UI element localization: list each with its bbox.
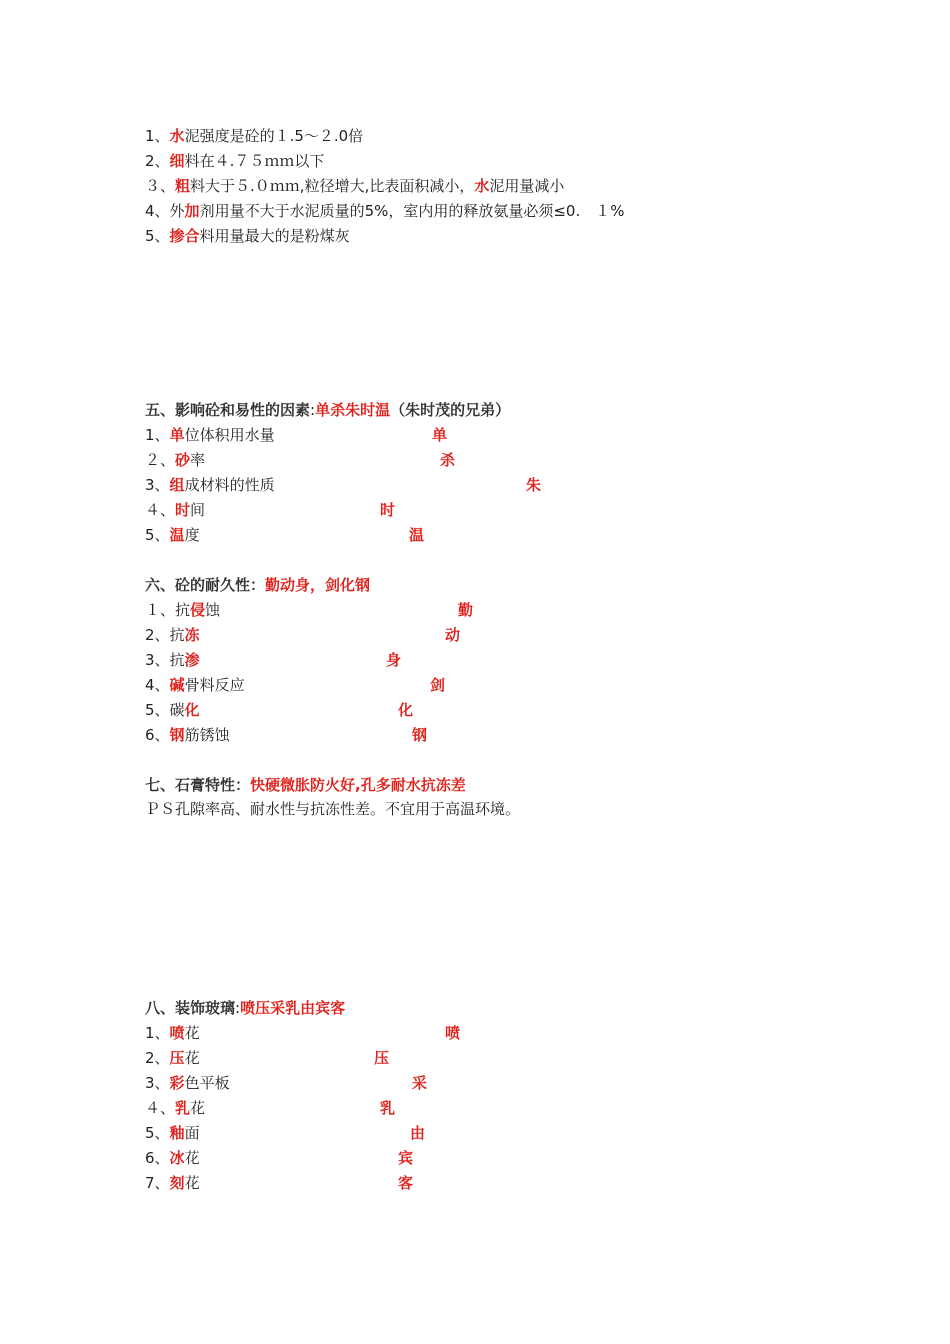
s8-item-7 [145, 1171, 414, 1195]
highlight-char: 彩 [169, 1074, 185, 1092]
s8-item-4 [145, 1096, 396, 1120]
highlight-char: 粗 [175, 177, 191, 195]
s6-item-3 [145, 648, 402, 672]
mnemonic-char: 时 [380, 501, 396, 519]
mnemonic-char: 采 [412, 1074, 428, 1092]
highlight-char: 喷 [169, 1024, 185, 1042]
mnemonic-char: 由 [410, 1124, 426, 1142]
item-number: 5、 [145, 526, 170, 544]
mnemonic-char: 身 [386, 651, 402, 669]
section-title: 六、砼的耐久性： [145, 576, 266, 594]
highlight-char: 刻 [169, 1174, 185, 1192]
mnemonic: 快硬微胀防火好,孔多耐水抗冻差 [250, 776, 466, 794]
highlight-char: 细 [169, 152, 185, 170]
mnemonic-char: 动 [445, 626, 461, 644]
highlight-char: 化 [184, 701, 200, 719]
item-number: 6、 [145, 726, 170, 744]
highlight-char: 水 [474, 177, 490, 195]
item-text: 料用量最大的是粉煤灰 [199, 227, 350, 245]
mnemonic-char: 客 [398, 1174, 414, 1192]
mnemonic: 喷压采乳由宾客 [240, 999, 346, 1017]
item-number: 1、 [145, 127, 170, 145]
s6-item-1 [145, 598, 474, 622]
section-title: 七、石膏特性： [145, 776, 251, 794]
mnemonic-char: 温 [409, 526, 425, 544]
item-text: 度 [184, 526, 200, 544]
highlight-char: 组 [169, 476, 185, 494]
s8-item-5 [145, 1121, 426, 1145]
item-text: 泥用量减小 [489, 177, 565, 195]
item-number: 4、 [145, 676, 170, 694]
s5-item-4 [145, 498, 396, 522]
item-number: 6、 [145, 1149, 170, 1167]
s6-item-4 [145, 673, 446, 697]
highlight-char: 掺合 [169, 227, 200, 245]
mnemonic-char: 勤 [458, 601, 474, 619]
item-text: 泥强度是砼的１.5～２.0倍 [184, 127, 364, 145]
section-6-heading [145, 573, 370, 597]
item-text: 花 [184, 1149, 200, 1167]
separator: : [310, 401, 316, 419]
mnemonic-char: 乳 [380, 1099, 396, 1117]
highlight-char: 碱 [169, 676, 185, 694]
item-text: 位体积用水量 [184, 426, 275, 444]
item-text: 成材料的性质 [184, 476, 275, 494]
item-number: ２、 [145, 451, 176, 469]
highlight-char: 单 [169, 426, 185, 444]
item-number: ３、 [145, 177, 176, 195]
mnemonic-char: 朱 [526, 476, 542, 494]
section-5-heading [145, 398, 510, 422]
mnemonic-char: 杀 [440, 451, 456, 469]
highlight-char: 压 [169, 1049, 185, 1067]
item-number: 5、碳 [145, 701, 185, 719]
item-text: 面 [184, 1124, 200, 1142]
intro-line-3 [145, 174, 564, 198]
intro-line-5 [145, 224, 350, 248]
item-text: 料在４.７５ｍｍ以下 [184, 152, 325, 170]
mnemonic-char: 剑 [430, 676, 446, 694]
separator: : [235, 999, 241, 1017]
s6-item-6 [145, 723, 428, 747]
mnemonic-char: 单 [432, 426, 448, 444]
item-number: 4、外 [145, 202, 185, 220]
item-number: 1、 [145, 1024, 170, 1042]
item-text: 蚀 [205, 601, 221, 619]
mnemonic-char: 喷 [445, 1024, 461, 1042]
section-title: 八、装饰玻璃 [145, 999, 236, 1017]
mnemonic-char: 钢 [412, 726, 428, 744]
s5-item-5 [145, 523, 425, 547]
highlight-char: 温 [169, 526, 185, 544]
mnemonic-char: 压 [374, 1049, 390, 1067]
s5-item-1 [145, 423, 448, 447]
mnemonic: 勤动身，剑化钢 [265, 576, 371, 594]
intro-line-1 [145, 124, 363, 148]
item-text: 筋锈蚀 [184, 726, 230, 744]
highlight-char: 冻 [184, 626, 200, 644]
intro-line-2 [145, 149, 324, 173]
item-number: ４、 [145, 1099, 176, 1117]
item-number: 3、 [145, 1074, 170, 1092]
item-text: 花 [190, 1099, 206, 1117]
section-7-heading [145, 773, 466, 797]
s8-item-2 [145, 1046, 390, 1070]
highlight-char: 时 [175, 501, 191, 519]
item-text: 花 [184, 1024, 200, 1042]
item-text: 花 [184, 1174, 200, 1192]
item-number: 5、 [145, 227, 170, 245]
item-number: 3、 [145, 476, 170, 494]
item-text: 间 [190, 501, 206, 519]
item-text: 剂用量不大于水泥质量的5%，室内用的释放氨量必须≤0. １% [199, 202, 625, 220]
s6-item-2 [145, 623, 461, 647]
highlight-char: 釉 [169, 1124, 185, 1142]
highlight-char: 加 [184, 202, 200, 220]
highlight-char: 侵 [190, 601, 206, 619]
mnemonic-note: （朱时茂的兄弟） [390, 401, 511, 419]
highlight-char: 水 [169, 127, 185, 145]
highlight-char: 渗 [184, 651, 200, 669]
mnemonic-char: 宾 [398, 1149, 414, 1167]
item-number: ４、 [145, 501, 176, 519]
item-text: 率 [190, 451, 206, 469]
mnemonic: 单杀朱时温 [315, 401, 391, 419]
s5-item-2 [145, 448, 456, 472]
s8-item-6 [145, 1146, 414, 1170]
ps-text: ＰＳ孔隙率高、耐水性与抗冻性差。不宜用于高温环境。 [145, 800, 521, 818]
item-text: 料大于５.０ｍｍ,粒径增大,比表面积减小， [190, 177, 475, 195]
item-number: 7、 [145, 1174, 170, 1192]
highlight-char: 冰 [169, 1149, 185, 1167]
s8-item-1 [145, 1021, 461, 1045]
highlight-char: 钢 [169, 726, 185, 744]
item-number: 3、抗 [145, 651, 185, 669]
section-title: 五、影响砼和易性的因素 [145, 401, 311, 419]
s6-item-5 [145, 698, 414, 722]
mnemonic-char: 化 [398, 701, 414, 719]
s7-ps-note [145, 797, 520, 821]
section-8-heading [145, 996, 345, 1020]
item-text: 骨料反应 [184, 676, 245, 694]
highlight-char: 乳 [175, 1099, 191, 1117]
item-text: 色平板 [184, 1074, 230, 1092]
item-number: 1、 [145, 426, 170, 444]
item-number: １、抗 [145, 601, 191, 619]
highlight-char: 砂 [175, 451, 191, 469]
s8-item-3 [145, 1071, 428, 1095]
intro-line-4 [145, 199, 625, 223]
item-number: 2、 [145, 152, 170, 170]
s5-item-3 [145, 473, 542, 497]
item-number: 2、抗 [145, 626, 185, 644]
item-number: 5、 [145, 1124, 170, 1142]
item-number: 2、 [145, 1049, 170, 1067]
item-text: 花 [184, 1049, 200, 1067]
